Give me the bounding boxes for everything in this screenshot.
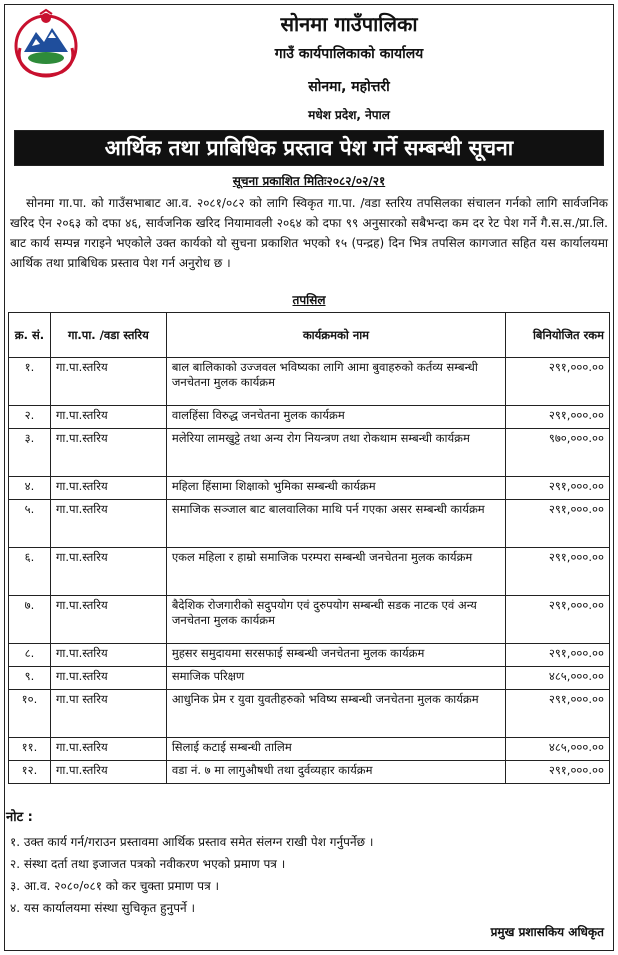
row-amount: ४८५,०००.०० [506, 738, 610, 761]
row-amount: २९१,०००.०० [506, 500, 610, 548]
table-row [9, 429, 610, 477]
row-sn: ७. [9, 596, 51, 644]
row-level: गा.पा.स्तरिय [50, 477, 166, 500]
row-program: आधुनिक प्रेम र युवा युवतीहरुको भविष्य सम्बन्धी जनचेतना मुलक कार्यक्रम [166, 690, 505, 738]
publish-date-text: सूचना प्रकाशित मितिः२०८२/०२/२१ [232, 174, 386, 188]
table-row [9, 667, 610, 690]
table-row [9, 548, 610, 596]
row-level: गा.पा.स्तरिय [50, 406, 166, 429]
program-table [8, 312, 610, 784]
row-program: समाजिक परिक्षण [166, 667, 505, 690]
row-sn: ६. [9, 548, 51, 596]
row-level: गा.पा.स्तरिय [50, 596, 166, 644]
row-sn: ११. [9, 738, 51, 761]
col-header-level: गा.पा. /वडा स्तरिय [50, 313, 166, 358]
table-row [9, 477, 610, 500]
row-amount: ९७०,०००.०० [506, 429, 610, 477]
row-sn: ५. [9, 500, 51, 548]
row-amount: २९१,०००.०० [506, 761, 610, 784]
notes-title: नोट : [6, 810, 33, 825]
row-amount: २९१,०००.०० [506, 690, 610, 738]
col-header-sn: क्र. सं. [9, 313, 51, 358]
row-level: गा.पा स्तरिय [50, 690, 166, 738]
province-name: मधेश प्रदेश, नेपाल [308, 108, 390, 122]
row-amount: ४८५,०००.०० [506, 667, 610, 690]
row-sn: १२. [9, 761, 51, 784]
note-item: ३. आ.व. २०८०/०८१ को कर चुक्ता प्रमाण पत्र । [10, 879, 220, 893]
row-sn: २. [9, 406, 51, 429]
table-row [9, 358, 610, 406]
table-title: तपसिल [292, 293, 326, 307]
row-level: गा.पा.स्तरिय [50, 738, 166, 761]
row-program: मलेरिया लामखुट्टे तथा अन्य रोग नियन्त्रण तथा रोकथाम सम्बन्धी कार्यक्रम [166, 429, 505, 477]
table-row [9, 738, 610, 761]
note-item: ४. यस कार्यालयमा संस्था सुचिकृत हुनुपर्ने । [10, 901, 196, 915]
row-level: गा.पा.स्तरिय [50, 500, 166, 548]
row-amount: २९१,०००.०० [506, 406, 610, 429]
row-sn: १. [9, 358, 51, 406]
table-header-row [9, 313, 610, 358]
notice-title-banner [14, 130, 604, 166]
table-row [9, 406, 610, 429]
row-program: वडा नं. ७ मा लागुऔषधी तथा दुर्वव्यहार कार्यक्रम [166, 761, 505, 784]
row-sn: ३. [9, 429, 51, 477]
row-sn: १०. [9, 690, 51, 738]
col-header-amount: बिनियोजित रकम [506, 313, 610, 358]
row-sn: ८. [9, 644, 51, 667]
table-row [9, 644, 610, 667]
row-sn: ९. [9, 667, 51, 690]
row-amount: २९१,०००.०० [506, 358, 610, 406]
row-level: गा.पा.स्तरिय [50, 429, 166, 477]
notes-section [6, 807, 608, 919]
row-level: गा.पा.स्तरिय [50, 358, 166, 406]
note-item: २. संस्था दर्ता तथा इजाजत पत्रको नवीकरण भएको प्रमाण पत्र । [10, 857, 286, 871]
office-name: गाउँ कार्यपालिकाको कार्यालय [274, 46, 424, 62]
table-row [9, 761, 610, 784]
row-level: गा.पा.स्तरिय [50, 761, 166, 784]
row-program: बैदेशिक रोजगारीको सदुपयोग एवं दुरुपयोग सम्बन्धी सडक नाटक एवं अन्य जनचेतना मुलक कार्यक्रम [166, 596, 505, 644]
row-program: समाजिक सञ्जाल बाट बालवालिका माथि पर्न गएका असर सम्बन्धी कार्यक्रम [166, 500, 505, 548]
row-program: सिलाई कटाई सम्बन्धी तालिम [166, 738, 505, 761]
row-amount: २९१,०००.०० [506, 644, 610, 667]
table-row [9, 596, 610, 644]
row-level: गा.पा.स्तरिय [50, 548, 166, 596]
row-program: महिला हिंसामा शिक्षाको भुमिका सम्बन्धी कार्यक्रम [166, 477, 505, 500]
row-sn: ४. [9, 477, 51, 500]
row-program: एकल महिला र हाम्रो समाजिक परम्परा सम्बन्धी जनचेतना मुलक कार्यक्रम [166, 548, 505, 596]
table-row [9, 500, 610, 548]
office-location: सोनमा, महोत्तरी [308, 79, 390, 95]
signatory-title: प्रमुख प्रशासकिय अधिकृत [490, 925, 604, 939]
row-amount: २९१,०००.०० [506, 596, 610, 644]
nepal-emblem-icon [10, 8, 82, 80]
row-program: मुहसर समुदायमा सरसफाई सम्बन्धी जनचेतना मुलक कार्यक्रम [166, 644, 505, 667]
notice-title: आर्थिक तथा प्राबिधिक प्रस्ताव पेश गर्ने सम्बन्धी सूचना [104, 136, 514, 160]
col-header-program: कार्यक्रमको नाम [166, 313, 505, 358]
publish-date [0, 172, 618, 189]
row-level: गा.पा.स्तरिय [50, 644, 166, 667]
table-row [9, 690, 610, 738]
row-program: बाल बालिकाको उज्जवल भविष्यका लागि आमा बुवाहरुको कर्तव्य सम्बन्धी जनचेतना मुलक कार्यक्रम [166, 358, 505, 406]
municipality-name: सोनमा गाउँपालिका [280, 12, 418, 36]
row-amount: २९१,०००.०० [506, 477, 610, 500]
notice-body: सोनमा गा.पा. को गाउँसभाबाट आ.व. २०८१/०८२ को लागि स्विकृत गा.पा. /वडा स्तरिय तपसिलका संचालन गर्नको लागि सार्वजनिक खरिद ऐन २०६३ को दफा ४६, सार्वजनिक खरिद नियामावली २०६४ को दफा ९९ अनुसारको सबैभन्दा कम दर रेट पेश गर्ने गै.स.स./प्रा.लि. बाट कार्य सम्पन्न गराइने भएकोले उक्त कार्यको यो सुचना प्रकाशित भएको १५ (पन्द्रह) दिन भित्र तपसिल कागजात सहित यस कार्यालयमा आर्थिक तथा प्राबिधिक प्रस्ताव पेश गर्न अनुरोध छ । [10, 196, 608, 270]
row-level: गा.पा.स्तरिय [50, 667, 166, 690]
row-program: वालहिंसा विरुद्ध जनचेतना मुलक कार्यक्रम [166, 406, 505, 429]
note-item: १. उक्त कार्य गर्न/गराउन प्रस्तावमा आर्थिक प्रस्ताव समेत संलग्न राखी पेश गर्नुपर्नेछ । [10, 835, 374, 849]
row-amount: २९१,०००.०० [506, 548, 610, 596]
